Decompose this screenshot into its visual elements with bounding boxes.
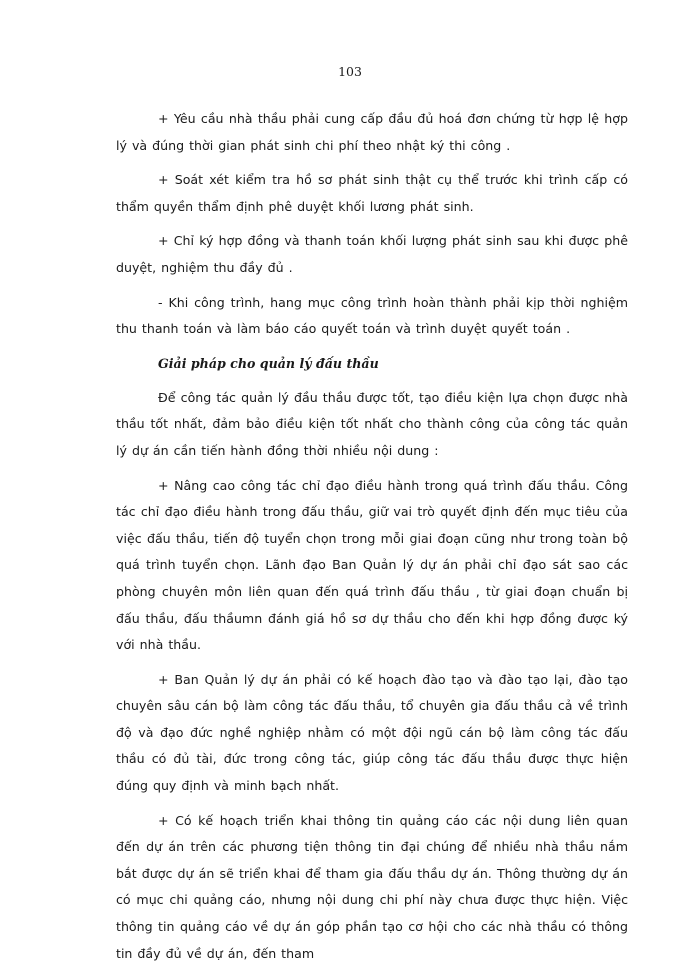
paragraph-sign-contract: + Chỉ ký hợp đồng và thanh toán khối lượng phát sinh sau khi được phê duyệt, nghiệm thu đầy đủ .: [116, 233, 628, 275]
paragraph-bidding-direction: + Nâng cao công tác chỉ đạo điều hành trong quá trình đấu thầu. Công tác chỉ đạo điều hành trong đấu thầu, giữ vai trò quyết định đến mục tiêu của việc đấu thầu, tiến độ tuyển chọn trong mỗi giai đoạn cũng như trong toàn bộ quá trình tuyển chọn. Lãnh đạo Ban Quản lý dự án phải chỉ đạo sát sao các phòng chuyên môn liên quan đến quá trình đấu thầu , từ giai đoạn chuẩn bị đấu thầu, đấu thầumn đánh giá hồ sơ dự thầu cho đến khi hợp đồng được ký với nhà thầu.: [116, 477, 628, 653]
paragraph-bidding-advertising: + Có kế hoạch triển khai thông tin quảng cáo các nội dung liên quan đến dự án trên các phương tiện thông tin đại chúng để nhiều nhà thầu nắm bắt được dự án sẽ triển khai để tham gia đấu thầu dự án. Thông thường dự án có mục chi quảng cáo, nhưng nội dung chi phí này chưa được thực hiện. Việc thông tin quảng cáo về dự án góp phần tạo cơ hội cho các nhà thầu có thông tin đầy đủ về dự án, đến tham: [116, 812, 628, 961]
paragraph-review-documents: + Soát xét kiểm tra hồ sơ phát sinh thật cụ thể trước khi trình cấp có thẩm quyền thẩm định phê duyệt khối lương phát sinh.: [116, 172, 628, 214]
document-body: [116, 106, 628, 975]
paragraph-completion-settlement: - Khi công trình, hang mục công trình hoàn thành phải kịp thời nghiệm thu thanh toán và làm báo cáo quyết toán và trình duyệt quyết toán .: [116, 294, 628, 337]
paragraph-invoice-requirement: + Yêu cầu nhà thầu phải cung cấp đầu đủ hoá đơn chứng từ hợp lệ hợp lý và đúng thời gian phát sinh chi phí theo nhật ký thi công .: [116, 111, 628, 153]
page-number: 103: [338, 64, 362, 79]
paragraph-bidding-training: + Ban Quản lý dự án phải có kế hoạch đào tạo và đào tạo lại, đào tạo chuyên sâu cán bộ làm công tác đấu thầu, tổ chuyên gia đấu thầu cả về trình độ và đạo đức nghề nghiệp nhằm có một đội ngũ cán bộ làm công tác đấu thầu có đủ tài, đức trong công tác, giúp công tác đấu thầu được thực hiện đúng quy định và minh bạch nhất.: [116, 671, 628, 794]
paragraph-bidding-intro: Để công tác quản lý đầu thầu được tốt, tạo điều kiện lựa chọn được nhà thầu tốt nhất, đảm bảo điều kiện tốt nhất cho thành công của công tác quản lý dự án cần tiến hành đồng thời nhiều nội dung :: [116, 389, 628, 458]
section-heading: Giải pháp cho quản lý đấu thầu: [158, 355, 379, 371]
